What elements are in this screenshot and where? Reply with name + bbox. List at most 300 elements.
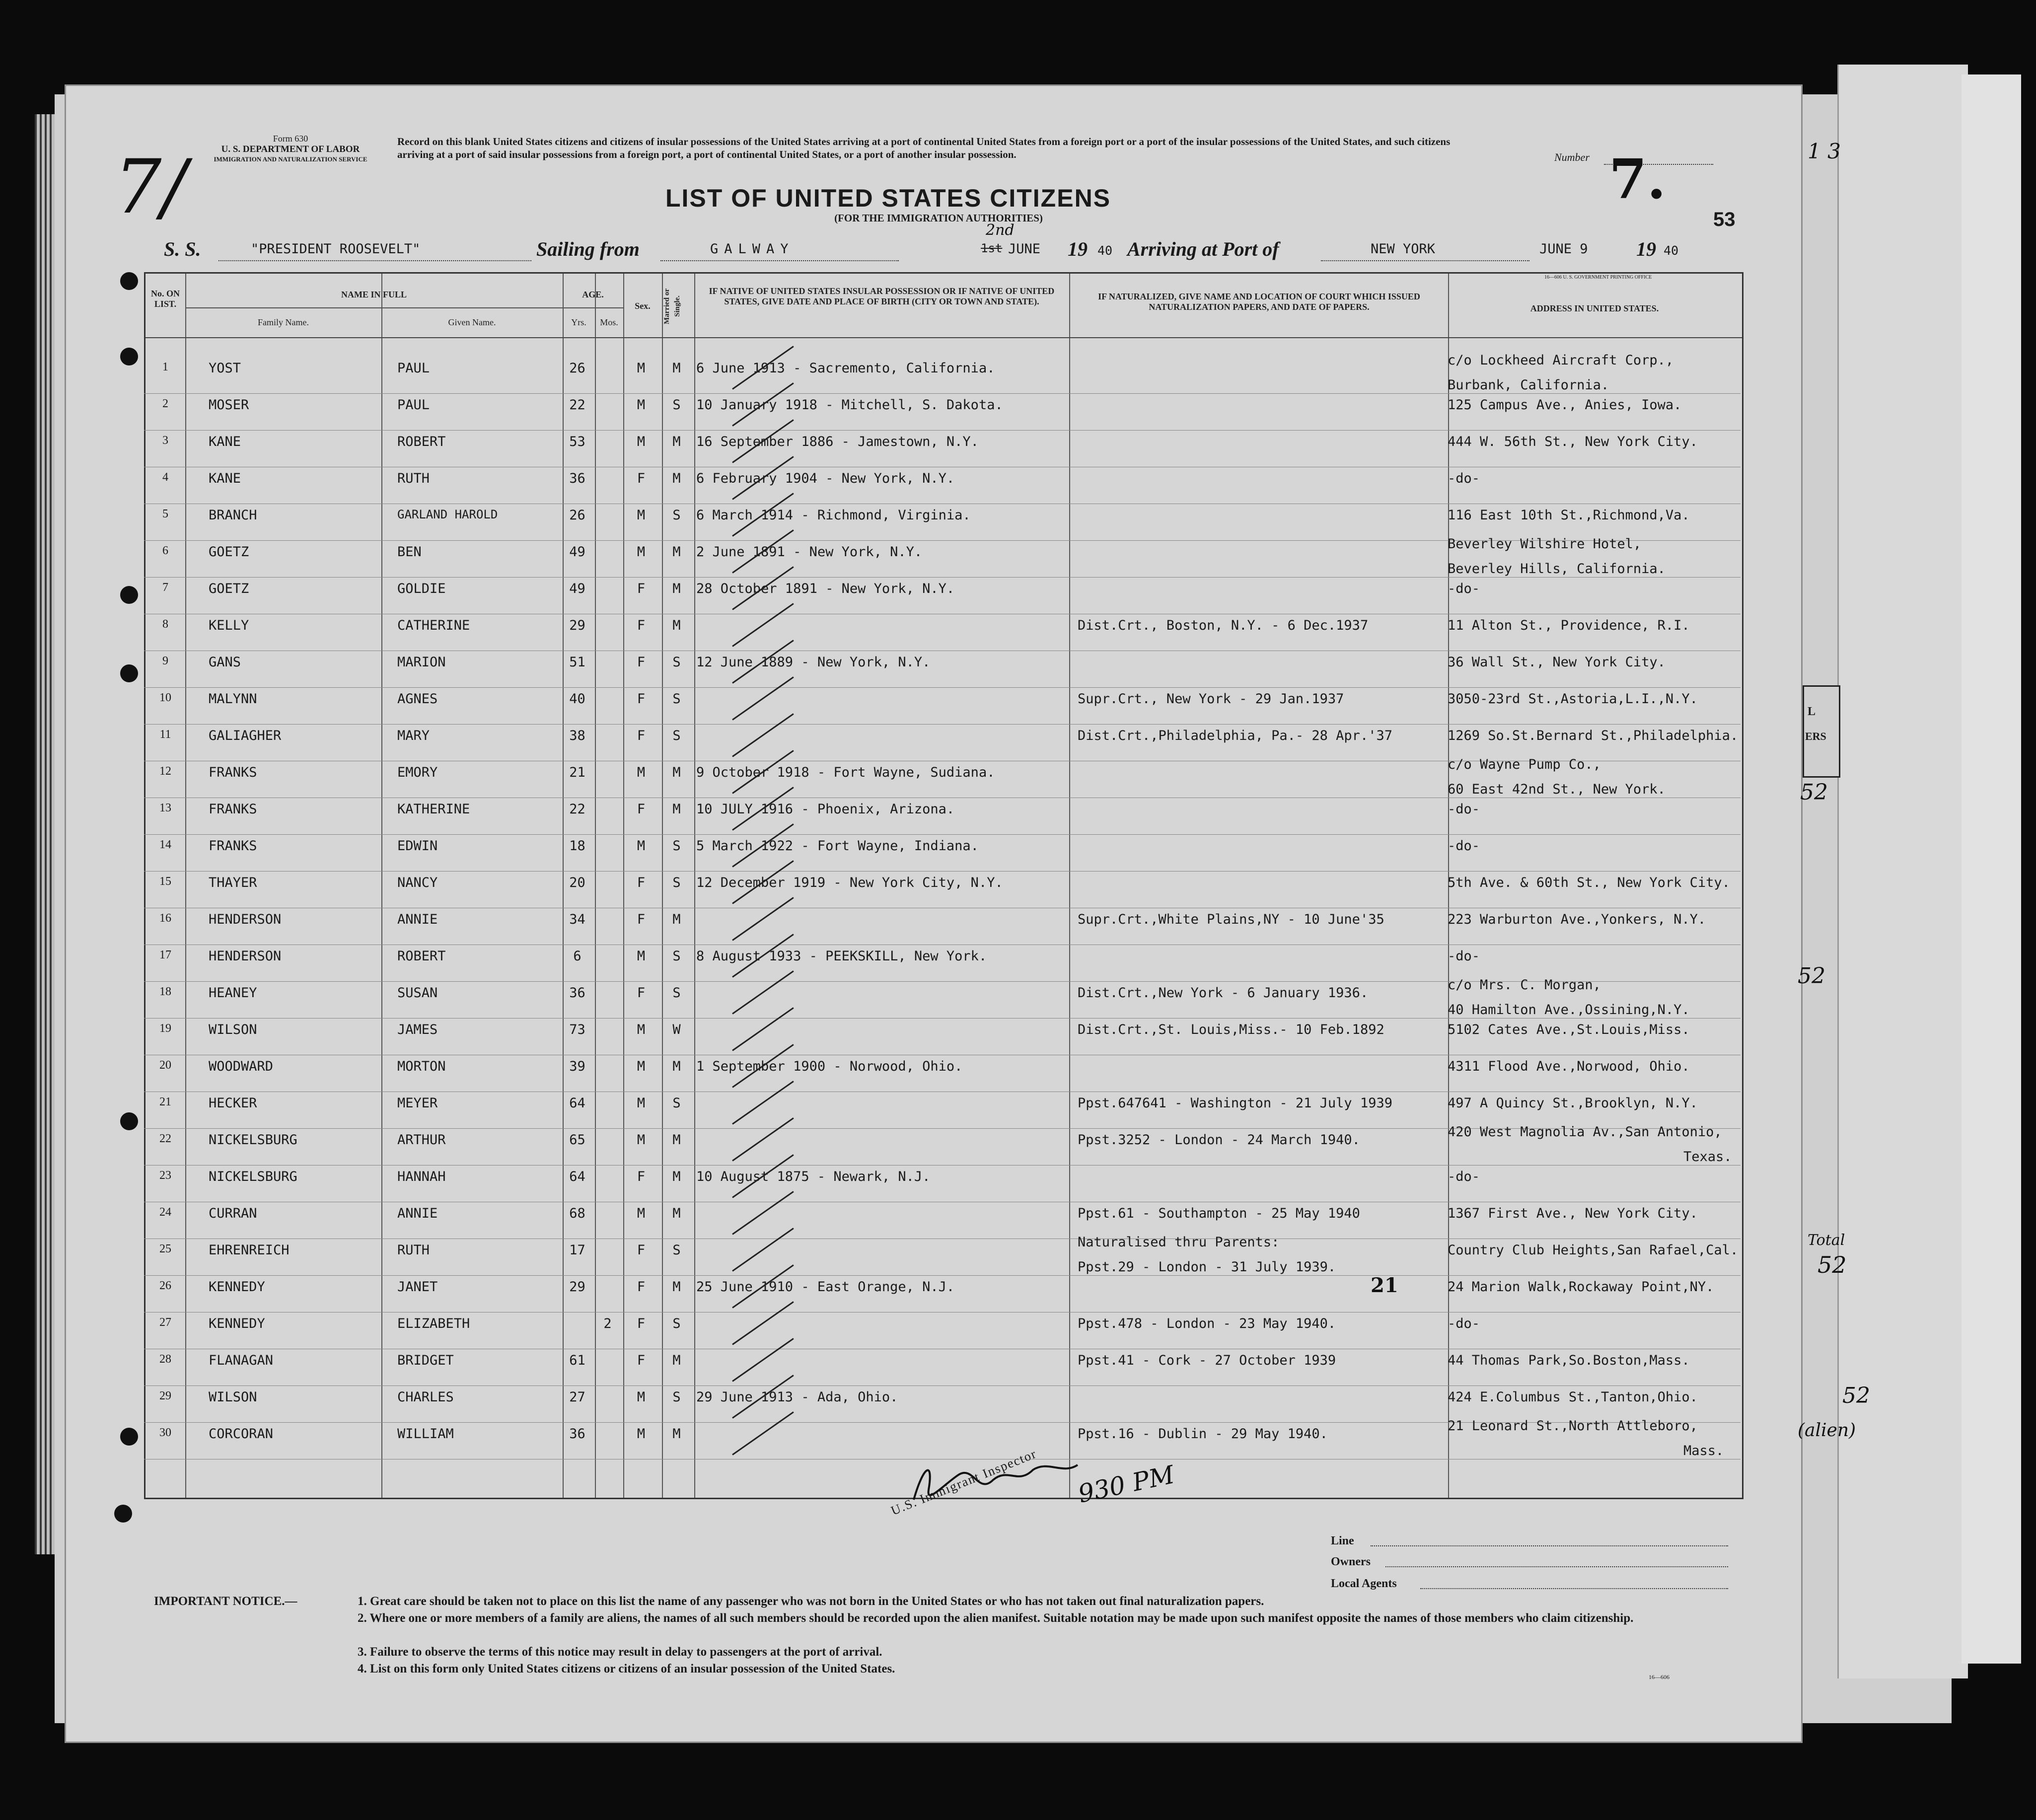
cell-ms: M bbox=[672, 801, 681, 817]
cell-birth: 10 January 1918 - Mitchell, S. Dakota. bbox=[696, 397, 1003, 413]
cell-addr: 11 Alton St., Providence, R.I. bbox=[1448, 618, 1690, 633]
cell-addr: 420 West Magnolia Av.,San Antonio, bbox=[1448, 1124, 1722, 1140]
cell-ms: M bbox=[672, 1132, 681, 1148]
col-married-single: Married or Single. bbox=[663, 288, 681, 325]
cell-given: MEYER bbox=[397, 1095, 438, 1111]
cell-family: HENDERSON bbox=[209, 912, 282, 927]
cell-sex: M bbox=[637, 361, 646, 376]
cell-yrs: 26 bbox=[569, 361, 585, 376]
cell-nat: Ppst.647641 - Washington - 21 July 1939 bbox=[1078, 1095, 1392, 1111]
cell-addr-line2: Texas. bbox=[1683, 1149, 1732, 1165]
owners-label: Owners bbox=[1331, 1555, 1371, 1568]
owners-field bbox=[1385, 1566, 1728, 1567]
cell-family: FRANKS bbox=[209, 838, 257, 854]
side-total-value: 52 bbox=[1818, 1251, 1847, 1278]
cell-family: GOETZ bbox=[209, 544, 249, 560]
cell-no: 15 bbox=[159, 875, 171, 888]
cell-ms: S bbox=[672, 691, 681, 707]
cell-given: AGNES bbox=[397, 691, 438, 707]
cell-given: ELIZABETH bbox=[397, 1316, 470, 1331]
cell-yrs: 17 bbox=[569, 1242, 585, 1258]
cell-family: FRANKS bbox=[209, 801, 257, 817]
cell-nat: Ppst.16 - Dublin - 29 May 1940. bbox=[1078, 1426, 1328, 1442]
row-rule bbox=[144, 1018, 1741, 1019]
cell-no: 5 bbox=[162, 508, 168, 520]
punch-hole bbox=[120, 664, 138, 682]
cell-ms: W bbox=[672, 1022, 681, 1037]
cell-given: KATHERINE bbox=[397, 801, 470, 817]
cell-ms: M bbox=[672, 1279, 681, 1295]
arrival-time-note: 930 PM bbox=[1076, 1460, 1177, 1509]
cell-ms: S bbox=[672, 1095, 681, 1111]
cell-family: WILSON bbox=[209, 1022, 257, 1037]
cell-ms: M bbox=[672, 1426, 681, 1442]
cell-addr: c/o Wayne Pump Co., bbox=[1448, 757, 1601, 772]
cell-family: FLANAGAN bbox=[209, 1353, 274, 1368]
cell-sex: F bbox=[637, 801, 646, 817]
cell-given: RUTH bbox=[397, 1242, 430, 1258]
cell-birth: 29 June 1913 - Ada, Ohio. bbox=[696, 1389, 898, 1405]
cell-sex: F bbox=[637, 1242, 646, 1258]
cell-family: HECKER bbox=[209, 1095, 257, 1111]
cell-no: 7 bbox=[162, 581, 168, 594]
arrival-year-prefix: 19 bbox=[1636, 238, 1656, 260]
header-divider bbox=[145, 337, 1742, 338]
cell-addr: 36 Wall St., New York City. bbox=[1448, 655, 1666, 670]
cell-no: 16 bbox=[159, 912, 171, 925]
row-rule bbox=[144, 430, 1741, 431]
form-instructions: Record on this blank United States citizens and citizens of insular possessions of the United States arriving at a port of continental United States from a foreign port or a port of the insular possessions of the United States, and such citizens arriving at a port of said insular possessions from a foreign port, a port of continental United States, or a port of another insular possession. bbox=[397, 136, 1451, 160]
cell-sex: F bbox=[637, 912, 646, 927]
cell-ms: S bbox=[672, 728, 681, 743]
cell-sex: M bbox=[637, 765, 646, 780]
cell-yrs: 20 bbox=[569, 875, 585, 890]
cell-ms: M bbox=[672, 544, 681, 560]
cell-addr: 424 E.Columbus St.,Tanton,Ohio. bbox=[1448, 1389, 1698, 1405]
cell-birth: 16 September 1886 - Jamestown, N.Y. bbox=[696, 434, 979, 449]
cell-ms: M bbox=[672, 765, 681, 780]
cell-nat: Ppst.3252 - London - 24 March 1940. bbox=[1078, 1132, 1360, 1148]
col-divider bbox=[595, 274, 596, 1498]
arrival-date: JUNE 9 bbox=[1539, 241, 1588, 257]
cell-ms: M bbox=[672, 618, 681, 633]
cell-given: WILLIAM bbox=[397, 1426, 454, 1442]
cell-no: 3 bbox=[162, 434, 168, 447]
row-rule bbox=[144, 393, 1741, 394]
col-divider bbox=[185, 274, 186, 1498]
cell-given: BEN bbox=[397, 544, 422, 560]
cell-yrs: 29 bbox=[569, 1279, 585, 1295]
cell-sex: M bbox=[637, 1059, 646, 1074]
col-divider bbox=[1069, 274, 1070, 1498]
cell-ms: M bbox=[672, 434, 681, 449]
cell-ms: S bbox=[672, 655, 681, 670]
cell-given: MARION bbox=[397, 655, 446, 670]
cell-yrs: 49 bbox=[569, 581, 585, 596]
cell-sex: M bbox=[637, 1426, 646, 1442]
cell-family: NICKELSBURG bbox=[209, 1169, 297, 1184]
arrival-year-suffix: 40 bbox=[1664, 243, 1679, 258]
cell-given: HANNAH bbox=[397, 1169, 446, 1184]
cell-birth: 28 October 1891 - New York, N.Y. bbox=[696, 581, 955, 596]
cell-no: 26 bbox=[159, 1279, 171, 1292]
cell-addr: -do- bbox=[1448, 948, 1480, 964]
punch-hole bbox=[120, 348, 138, 365]
cell-ms: M bbox=[672, 912, 681, 927]
cell-no: 8 bbox=[162, 618, 168, 631]
line-field bbox=[1371, 1545, 1728, 1546]
cell-ms: M bbox=[672, 581, 681, 596]
cell-nat: Ppst.61 - Southampton - 25 May 1940 bbox=[1078, 1206, 1360, 1221]
cell-nat: Dist.Crt., Boston, N.Y. - 6 Dec.1937 bbox=[1078, 618, 1369, 633]
cell-given: BRIDGET bbox=[397, 1353, 454, 1368]
cell-addr: c/o Lockheed Aircraft Corp., bbox=[1448, 353, 1674, 368]
cell-yrs: 73 bbox=[569, 1022, 585, 1037]
cell-nat: Naturalised thru Parents: bbox=[1078, 1235, 1280, 1250]
col-birth: IF NATIVE OF UNITED STATES INSULAR POSSESSION OR IF NATIVE OF UNITED STATES, GIVE DATE AND PLACE OF BIRTH (CITY OR TOWN AND STATE). bbox=[709, 286, 1055, 306]
cell-yrs: 26 bbox=[569, 508, 585, 523]
side-alien-note: (alien) bbox=[1798, 1420, 1856, 1441]
cell-sex: F bbox=[637, 655, 646, 670]
notice-item-3: 3. Failure to observe the terms of this notice may result in delay to passengers at the port of arrival. bbox=[358, 1645, 882, 1659]
form-number: Form 630 bbox=[273, 134, 308, 144]
row-rule bbox=[144, 1238, 1741, 1239]
cell-addr: 3050-23rd St.,Astoria,L.I.,N.Y. bbox=[1448, 691, 1698, 707]
cell-birth: 6 February 1904 - New York, N.Y. bbox=[696, 471, 955, 486]
cell-sex: M bbox=[637, 544, 646, 560]
cell-birth: 1 September 1900 - Norwood, Ohio. bbox=[696, 1059, 963, 1074]
cell-ms: S bbox=[672, 838, 681, 854]
cell-addr: -do- bbox=[1448, 801, 1480, 817]
side-tab-ers: ERS bbox=[1805, 730, 1826, 742]
cell-yrs: 61 bbox=[569, 1353, 585, 1368]
col-age: AGE. bbox=[582, 290, 604, 299]
cell-family: GANS bbox=[209, 655, 241, 670]
cell-yrs: 18 bbox=[569, 838, 585, 854]
cell-given: MARY bbox=[397, 728, 430, 743]
cell-family: CORCORAN bbox=[209, 1426, 274, 1442]
col-no: No. ON LIST. bbox=[151, 289, 180, 309]
cell-given: SUSAN bbox=[397, 985, 438, 1001]
cell-given: EDWIN bbox=[397, 838, 438, 854]
cell-addr: -do- bbox=[1448, 1316, 1480, 1331]
cell-mos: 2 bbox=[603, 1316, 612, 1331]
cell-yrs: 64 bbox=[569, 1095, 585, 1111]
cell-given: GARLAND HAROLD bbox=[397, 508, 498, 521]
cell-addr: 116 East 10th St.,Richmond,Va. bbox=[1448, 508, 1690, 523]
cell-no: 21 bbox=[159, 1095, 171, 1108]
notice-item-1: 1. Great care should be taken not to place on this list the name of any passenger who was not born in the United States or who has not taken out final naturalization papers. bbox=[358, 1595, 1264, 1608]
sailing-day: 2nd bbox=[986, 221, 1015, 239]
cell-no: 12 bbox=[159, 765, 171, 778]
row-rule bbox=[144, 577, 1741, 578]
cell-family: THAYER bbox=[209, 875, 257, 890]
cell-birth: 10 August 1875 - Newark, N.J. bbox=[696, 1169, 931, 1184]
cell-family: KELLY bbox=[209, 618, 249, 633]
cell-sex: F bbox=[637, 1353, 646, 1368]
cell-ms: S bbox=[672, 1389, 681, 1405]
cell-no: 13 bbox=[159, 801, 171, 814]
cell-nat: Dist.Crt.,Philadelphia, Pa.- 28 Apr.'37 bbox=[1078, 728, 1392, 743]
cell-birth: 5 March 1922 - Fort Wayne, Indiana. bbox=[696, 838, 979, 854]
cell-ms: S bbox=[672, 397, 681, 413]
cell-family: KANE bbox=[209, 434, 241, 449]
cell-addr: 24 Marion Walk,Rockaway Point,NY. bbox=[1448, 1279, 1714, 1295]
cell-family: KENNEDY bbox=[209, 1316, 265, 1331]
cell-sex: F bbox=[637, 581, 646, 596]
cell-given: ARTHUR bbox=[397, 1132, 446, 1148]
cell-given: EMORY bbox=[397, 765, 438, 780]
underlying-sheet-right bbox=[1837, 65, 1968, 1678]
cell-addr: 44 Thomas Park,So.Boston,Mass. bbox=[1448, 1353, 1690, 1368]
cell-sex: M bbox=[637, 1389, 646, 1405]
cell-yrs: 65 bbox=[569, 1132, 585, 1148]
cell-yrs: 36 bbox=[569, 471, 585, 486]
cell-nat: Supr.Crt., New York - 29 Jan.1937 bbox=[1078, 691, 1344, 707]
printing-office: 16—606 U. S. GOVERNMENT PRINTING OFFICE bbox=[1544, 275, 1652, 280]
cell-yrs: 39 bbox=[569, 1059, 585, 1074]
cell-given: ANNIE bbox=[397, 1206, 438, 1221]
right-margin-mark: 1 3 bbox=[1808, 139, 1841, 163]
form-service: IMMIGRATION AND NATURALIZATION SERVICE bbox=[214, 155, 367, 163]
cell-sex: F bbox=[637, 1279, 646, 1295]
cell-family: MOSER bbox=[209, 397, 249, 413]
cell-given: ROBERT bbox=[397, 948, 446, 964]
cell-addr: 444 W. 56th St., New York City. bbox=[1448, 434, 1698, 449]
cell-nat-line2: Ppst.29 - London - 31 July 1939. bbox=[1078, 1259, 1336, 1275]
cell-yrs: 40 bbox=[569, 691, 585, 707]
sailing-from: GALWAY bbox=[710, 241, 795, 257]
col-divider bbox=[381, 274, 382, 1498]
name-subdivider bbox=[185, 307, 563, 308]
cell-birth: 10 JULY 1916 - Phoenix, Arizona. bbox=[696, 801, 955, 817]
cell-addr: 497 A Quincy St.,Brooklyn, N.Y. bbox=[1448, 1095, 1698, 1111]
local-agents-label: Local Agents bbox=[1331, 1577, 1397, 1590]
col-given-name: Given Name. bbox=[448, 317, 496, 327]
col-address: ADDRESS IN UNITED STATES. bbox=[1530, 303, 1659, 313]
arriving-label: Arriving at Port of bbox=[1127, 238, 1279, 260]
line-label: Line bbox=[1331, 1534, 1354, 1547]
cell-family: NICKELSBURG bbox=[209, 1132, 297, 1148]
sailing-label: Sailing from bbox=[536, 238, 640, 260]
cell-ms: M bbox=[672, 1353, 681, 1368]
cell-addr: 21 Leonard St.,North Attleboro, bbox=[1448, 1418, 1698, 1434]
cell-sex: F bbox=[637, 618, 646, 633]
cell-family: KANE bbox=[209, 471, 241, 486]
cell-no: 11 bbox=[159, 728, 171, 741]
cell-addr-line2: Burbank, California. bbox=[1448, 377, 1609, 393]
ship-line bbox=[218, 260, 531, 261]
cell-sex: M bbox=[637, 948, 646, 964]
cell-yrs: 22 bbox=[569, 801, 585, 817]
cell-no: 9 bbox=[162, 655, 168, 667]
row-rule bbox=[144, 834, 1741, 835]
port-line bbox=[1321, 260, 1529, 261]
cell-yrs: 49 bbox=[569, 544, 585, 560]
cell-no: 27 bbox=[159, 1316, 171, 1329]
cell-sex: F bbox=[637, 1316, 646, 1331]
punch-hole bbox=[120, 1112, 138, 1130]
punch-hole bbox=[114, 1505, 132, 1523]
cell-family: HENDERSON bbox=[209, 948, 282, 964]
cell-given: PAUL bbox=[397, 361, 430, 376]
cell-nat: Dist.Crt.,New York - 6 January 1936. bbox=[1078, 985, 1369, 1001]
sailing-day-struck: 1st bbox=[981, 241, 1003, 255]
cell-sex: F bbox=[637, 1169, 646, 1184]
cell-given: PAUL bbox=[397, 397, 430, 413]
cell-addr: -do- bbox=[1448, 838, 1480, 854]
cell-birth: 8 August 1933 - PEEKSKILL, New York. bbox=[696, 948, 987, 964]
cell-addr: 223 Warburton Ave.,Yonkers, N.Y. bbox=[1448, 912, 1706, 927]
notice-item-4: 4. List on this form only United States citizens or citizens of an insular possession of the United States. bbox=[358, 1662, 895, 1675]
cell-sex: M bbox=[637, 838, 646, 854]
cell-family: FRANKS bbox=[209, 765, 257, 780]
cell-birth: 6 March 1914 - Richmond, Virginia. bbox=[696, 508, 971, 523]
cell-addr: 5102 Cates Ave.,St.Louis,Miss. bbox=[1448, 1022, 1690, 1037]
cell-yrs: 22 bbox=[569, 397, 585, 413]
cell-addr: 1269 So.St.Bernard St.,Philadelphia. bbox=[1448, 728, 1739, 743]
cell-yrs: 29 bbox=[569, 618, 585, 633]
side-total-label: Total bbox=[1808, 1232, 1845, 1249]
cell-nat: Ppst.41 - Cork - 27 October 1939 bbox=[1078, 1353, 1336, 1368]
cell-no: 19 bbox=[159, 1022, 171, 1035]
cell-addr-line2: 40 Hamilton Ave.,Ossining,N.Y. bbox=[1448, 1002, 1690, 1018]
cell-sex: M bbox=[637, 1206, 646, 1221]
underlying-sheet-far-right bbox=[1962, 74, 2021, 1664]
cell-yrs: 21 bbox=[569, 765, 585, 780]
cell-sex: F bbox=[637, 728, 646, 743]
cell-no: 10 bbox=[159, 691, 171, 704]
cell-family: GALIAGHER bbox=[209, 728, 282, 743]
cell-yrs: 53 bbox=[569, 434, 585, 449]
inspector-stamp: U.S. Immigrant Inspector bbox=[889, 1446, 1039, 1518]
cell-ms: M bbox=[672, 1059, 681, 1074]
col-mos: Mos. bbox=[600, 317, 618, 327]
age-subdivider bbox=[563, 307, 623, 308]
cell-given: RUTH bbox=[397, 471, 430, 486]
cell-no: 18 bbox=[159, 985, 171, 998]
cell-addr: c/o Mrs. C. Morgan, bbox=[1448, 977, 1601, 993]
cell-family: GOETZ bbox=[209, 581, 249, 596]
side-count-52: 52 bbox=[1842, 1383, 1870, 1408]
cell-no: 17 bbox=[159, 948, 171, 961]
cell-given: JAMES bbox=[397, 1022, 438, 1037]
cell-nat: Ppst.478 - London - 23 May 1940. bbox=[1078, 1316, 1336, 1331]
form-code: 16—606 bbox=[1649, 1674, 1670, 1680]
cell-given: CHARLES bbox=[397, 1389, 454, 1405]
cell-no: 23 bbox=[159, 1169, 171, 1182]
cell-sex: M bbox=[637, 1132, 646, 1148]
cell-family: HEANEY bbox=[209, 985, 257, 1001]
cell-no: 25 bbox=[159, 1242, 171, 1255]
cell-yrs: 6 bbox=[573, 948, 582, 964]
arriving-port: NEW YORK bbox=[1371, 241, 1436, 257]
cell-birth: 6 June 1913 - Sacremento, California. bbox=[696, 361, 995, 376]
cell-ms: M bbox=[672, 471, 681, 486]
notice-heading: IMPORTANT NOTICE.— bbox=[154, 1595, 297, 1608]
cell-sex: M bbox=[637, 397, 646, 413]
form-department: U. S. DEPARTMENT OF LABOR bbox=[221, 144, 360, 154]
cell-family: CURRAN bbox=[209, 1206, 257, 1221]
cell-addr: -do- bbox=[1448, 581, 1480, 596]
cell-no: 29 bbox=[159, 1389, 171, 1402]
cell-ms: M bbox=[672, 1206, 681, 1221]
cell-family: EHRENREICH bbox=[209, 1242, 290, 1258]
cell-no: 28 bbox=[159, 1353, 171, 1366]
cell-no: 14 bbox=[159, 838, 171, 851]
cell-given: ROBERT bbox=[397, 434, 446, 449]
col-sex: Sex. bbox=[635, 301, 651, 311]
punch-hole bbox=[120, 586, 138, 604]
cell-ms: S bbox=[672, 1316, 681, 1331]
cell-family: KENNEDY bbox=[209, 1279, 265, 1295]
cell-sex: M bbox=[637, 1095, 646, 1111]
sailing-year-suffix: 40 bbox=[1097, 243, 1113, 258]
cell-no: 6 bbox=[162, 544, 168, 557]
cell-given: ANNIE bbox=[397, 912, 438, 927]
cell-no: 2 bbox=[162, 397, 168, 410]
cell-sex: M bbox=[637, 508, 646, 523]
cell-yrs: 51 bbox=[569, 655, 585, 670]
cell-no: 1 bbox=[162, 361, 168, 373]
cell-family: WOODWARD bbox=[209, 1059, 274, 1074]
cell-yrs: 38 bbox=[569, 728, 585, 743]
cell-given: JANET bbox=[397, 1279, 438, 1295]
cell-family: YOST bbox=[209, 361, 241, 376]
cell-sex: F bbox=[637, 471, 646, 486]
punch-hole bbox=[120, 1428, 138, 1446]
cell-yrs: 36 bbox=[569, 1426, 585, 1442]
cell-addr: 1367 First Ave., New York City. bbox=[1448, 1206, 1698, 1221]
cell-addr-line2: 60 East 42nd St., New York. bbox=[1448, 782, 1666, 797]
cell-family: BRANCH bbox=[209, 508, 257, 523]
side-tab-l: L bbox=[1808, 705, 1816, 718]
side-count-52: 52 bbox=[1800, 780, 1828, 805]
punch-hole bbox=[120, 272, 138, 290]
ship-name: "PRESIDENT ROOSEVELT" bbox=[251, 241, 421, 257]
sailing-line bbox=[660, 260, 899, 261]
cell-addr: Beverley Wilshire Hotel, bbox=[1448, 536, 1642, 552]
notice-item-2: 2. Where one or more members of a family are aliens, the names of all such members should be recorded upon the alien manifest. Suitable notation may be made upon such manifest opposite the names of those members who claim citizenship. bbox=[358, 1611, 1634, 1625]
cell-sex: F bbox=[637, 691, 646, 707]
row-rule bbox=[144, 1275, 1741, 1276]
cell-addr-line2: Mass. bbox=[1683, 1443, 1724, 1458]
cell-ms: S bbox=[672, 985, 681, 1001]
cell-addr: 4311 Flood Ave.,Norwood, Ohio. bbox=[1448, 1059, 1690, 1074]
cell-ms: M bbox=[672, 1169, 681, 1184]
cell-family: WILSON bbox=[209, 1389, 257, 1405]
cell-no: 24 bbox=[159, 1206, 171, 1219]
cell-yrs: 34 bbox=[569, 912, 585, 927]
cell-addr: 125 Campus Ave., Anies, Iowa. bbox=[1448, 397, 1682, 413]
cell-family: MALYNN bbox=[209, 691, 257, 707]
cell-no: 30 bbox=[159, 1426, 171, 1439]
cell-yrs: 68 bbox=[569, 1206, 585, 1221]
cell-ms: S bbox=[672, 508, 681, 523]
cell-birth: 2 June 1891 - New York, N.Y. bbox=[696, 544, 923, 560]
row-rule bbox=[144, 687, 1741, 688]
cell-addr: -do- bbox=[1448, 1169, 1480, 1184]
row-rule bbox=[144, 724, 1741, 725]
list-number: 7. bbox=[1609, 147, 1666, 211]
cell-sex: M bbox=[637, 434, 646, 449]
side-count-52: 52 bbox=[1798, 963, 1825, 989]
cell-birth: 12 June 1889 - New York, N.Y. bbox=[696, 655, 931, 670]
list-subtitle: (FOR THE IMMIGRATION AUTHORITIES) bbox=[834, 212, 1043, 224]
cell-nat: Dist.Crt.,St. Louis,Miss.- 10 Feb.1892 bbox=[1078, 1022, 1384, 1037]
local-agents-field bbox=[1420, 1588, 1728, 1589]
col-name-in-full: NAME IN FULL bbox=[341, 290, 407, 299]
